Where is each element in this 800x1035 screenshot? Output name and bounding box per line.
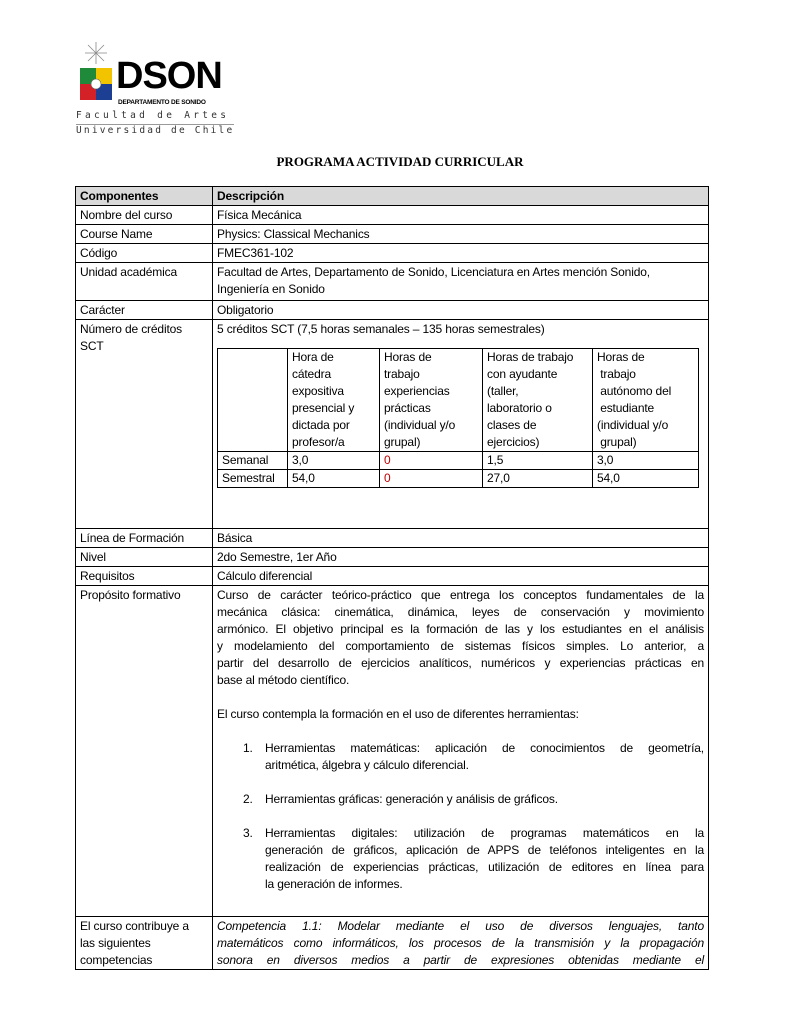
row-label: Carácter <box>76 301 213 320</box>
table-row <box>76 320 709 529</box>
row-value: 2do Semestre, 1er Año <box>213 548 709 567</box>
hours-header-row <box>218 349 699 452</box>
hours-row-label: Semestral <box>218 470 288 488</box>
text-line: Curso de carácter teórico-práctico que entrega los conceptos fundamentales de la <box>217 588 704 602</box>
text-line: Horas de <box>597 350 645 364</box>
list-text <box>265 740 704 774</box>
header-descripcion: Descripción <box>213 187 709 206</box>
list-item <box>217 740 704 774</box>
text-line: Herramientas gráficas: generación y análisis de gráficos. <box>265 792 558 806</box>
table-row <box>76 206 709 225</box>
row-value: Básica <box>213 529 709 548</box>
text-line: Ingeniería en Sonido <box>217 282 325 296</box>
text-line: Número de créditos <box>80 322 183 336</box>
text-line: partir del desarrollo de ejercicios analíticos, numéricos y experiencias prácticas en <box>217 656 704 670</box>
logo-faculty: Facultad de Artes <box>76 110 230 121</box>
row-label: Nivel <box>76 548 213 567</box>
text-line: con ayudante <box>487 367 558 381</box>
table-row <box>76 225 709 244</box>
text-line: la generación de informes. <box>265 877 403 891</box>
row-label: Nombre del curso <box>76 206 213 225</box>
hours-value: 0 <box>380 470 483 488</box>
text-line: realización de experiencias prácticas, utilización de editores en línea para <box>265 860 704 874</box>
hours-row-label: Semanal <box>218 452 288 470</box>
list-item <box>217 825 704 893</box>
list-number: 1. <box>243 741 253 755</box>
text-line: Horas de <box>384 350 432 364</box>
row-value <box>213 917 709 970</box>
header-componentes: Componentes <box>76 187 213 206</box>
table-row <box>76 548 709 567</box>
text-line: las siguientes <box>80 936 151 950</box>
row-value <box>213 586 709 917</box>
text-line: dictada por <box>292 418 350 432</box>
tools-intro: El curso contempla la formación en el uso de diferentes herramientas: <box>217 707 579 721</box>
table-row <box>76 567 709 586</box>
text-line: aritmética, álgebra y cálculo diferencial. <box>265 758 469 772</box>
table-row <box>76 917 709 970</box>
competency-text <box>217 918 704 969</box>
row-label <box>76 917 213 970</box>
text-line: clases de <box>487 418 537 432</box>
table-row <box>76 244 709 263</box>
table-header-row <box>76 187 709 206</box>
text-line: El curso contribuye a <box>80 919 189 933</box>
logo-university: Universidad de Chile <box>76 125 235 136</box>
list-number: 3. <box>243 826 253 840</box>
row-value: FMEC361-102 <box>213 244 709 263</box>
university-crest-icon <box>72 40 114 108</box>
text-line: autónomo del <box>597 384 672 398</box>
text-line: expositiva <box>292 384 344 398</box>
text-line: grupal) <box>597 435 637 449</box>
text-line: matemáticos como informáticos, los procesos de la transmisión y la propagación <box>217 936 704 950</box>
hours-value: 54,0 <box>288 470 380 488</box>
tools-list <box>217 740 704 893</box>
text-line: y modelamiento del comportamiento de sistemas físicos simples. Lo anterior, a <box>217 639 704 653</box>
text-line: ejercicios) <box>487 435 540 449</box>
text-line: presencial y <box>292 401 355 415</box>
text-line: Horas de trabajo <box>487 350 574 364</box>
row-label: Unidad académica <box>76 263 213 301</box>
table-row <box>76 586 709 917</box>
list-text <box>265 791 704 808</box>
list-number: 2. <box>243 792 253 806</box>
text-line: generación de gráficos, aplicación de APPS de teléfonos inteligentes en la <box>265 843 704 857</box>
hours-table <box>217 348 699 488</box>
text-line: (individual y/o <box>384 418 456 432</box>
text-line: grupal) <box>384 435 421 449</box>
empty-cell <box>218 349 288 452</box>
hours-value: 0 <box>380 452 483 470</box>
row-label: Course Name <box>76 225 213 244</box>
text-line: SCT <box>80 339 104 353</box>
hours-value: 27,0 <box>483 470 593 488</box>
hours-row-semestral <box>218 470 699 488</box>
row-value <box>213 263 709 301</box>
text-line: Hora de <box>292 350 334 364</box>
text-line: cátedra <box>292 367 331 381</box>
table-row <box>76 529 709 548</box>
table-row <box>76 263 709 301</box>
page-title: PROGRAMA ACTIVIDAD CURRICULAR <box>276 154 524 169</box>
credits-text: 5 créditos SCT (7,5 horas semanales – 135 horas semestrales) <box>217 322 545 336</box>
row-label: Línea de Formación <box>76 529 213 548</box>
text-line: (individual y/o <box>597 418 669 432</box>
text-line: Herramientas matemáticas: aplicación de conocimientos de geometría, <box>265 741 704 755</box>
text-line: base al método científico. <box>217 673 350 687</box>
hours-header-cell <box>380 349 483 452</box>
logo-subtitle: DEPARTAMENTO DE SONIDO <box>118 99 206 106</box>
text-line: (taller, <box>487 384 519 398</box>
logo-name: DSON <box>116 55 222 97</box>
row-label <box>76 320 213 529</box>
text-line: laboratorio o <box>487 401 552 415</box>
hours-header-cell <box>593 349 699 452</box>
text-line: prácticas <box>384 401 431 415</box>
hours-row-semanal <box>218 452 699 470</box>
text-line: trabajo <box>384 367 420 381</box>
hours-header-cell <box>483 349 593 452</box>
hours-value: 1,5 <box>483 452 593 470</box>
hours-header-cell <box>288 349 380 452</box>
row-value: Obligatorio <box>213 301 709 320</box>
hours-value: 3,0 <box>593 452 699 470</box>
row-label: Requisitos <box>76 567 213 586</box>
text-line: armónico. El objetivo principal es la formación de las y los estudiantes en el análisis <box>217 622 704 636</box>
hours-value: 54,0 <box>593 470 699 488</box>
row-label: Código <box>76 244 213 263</box>
table-row <box>76 301 709 320</box>
text-line: mecánica clásica: cinemática, dinámica, leyes de conservación y movimiento <box>217 605 704 619</box>
text-line: estudiante <box>597 401 655 415</box>
row-value: Física Mecánica <box>213 206 709 225</box>
list-text <box>265 825 704 893</box>
text-line: trabajo <box>597 367 636 381</box>
row-value: Physics: Classical Mechanics <box>213 225 709 244</box>
text-line: competencias <box>80 953 153 967</box>
text-line: Competencia 1.1: Modelar mediante el uso de diversos lenguajes, tanto <box>217 919 704 933</box>
program-table <box>75 186 709 970</box>
row-value: Cálculo diferencial <box>213 567 709 586</box>
text-line: Herramientas digitales: utilización de programas matemáticos en la <box>265 826 704 840</box>
text-line: experiencias <box>384 384 450 398</box>
text-line: Facultad de Artes, Departamento de Sonido, Licenciatura en Artes mención Sonido, <box>217 265 650 279</box>
dson-logo <box>72 40 242 140</box>
list-item <box>217 791 704 808</box>
row-label: Propósito formativo <box>76 586 213 917</box>
text-line: sonora en diversos medios a partir de expresiones obtenidas mediante el <box>217 953 704 967</box>
hours-value: 3,0 <box>288 452 380 470</box>
row-value <box>213 320 709 529</box>
purpose-paragraph <box>217 587 704 689</box>
text-line: profesor/a <box>292 435 345 449</box>
